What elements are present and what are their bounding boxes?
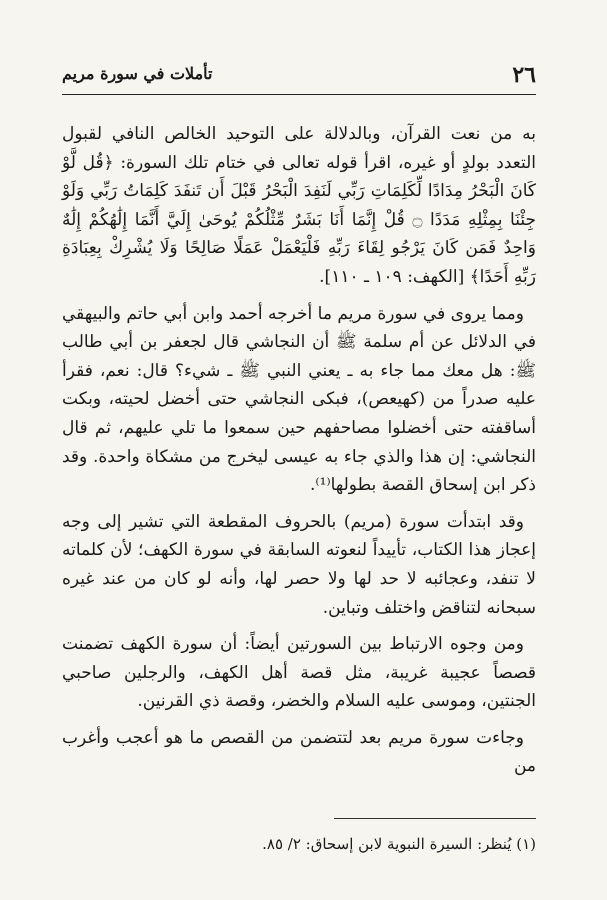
header-rule xyxy=(62,94,536,95)
paragraph-4: ومن وجوه الارتباط بين السورتين أيضاً: أن سورة الكهف تضمنت قصصاً عجيبة غريبة، مثل قصة أهل الكهف، والرجلين صاحبي الجنتين، وموسى عليه السلام والخضر، وقصة ذي القرنين. xyxy=(62,634,536,712)
paragraph-1: به من نعت القرآن، وبالدلالة على التوحيد الخالص النافي لقبول التعدد بولدٍ أو غيره، اقرأ قوله تعالى في ختام تلك السورة: ﴿قُل لَّوْ كَانَ الْبَحْرُ مِدَادًا لِّكَلِمَاتِ رَبِّي لَنَفِدَ الْبَحْرُ قَبْلَ أَن تَنفَدَ كَلِمَاتُ رَبِّي وَلَوْ جِئْنَا بِمِثْلِهِ مَدَدًا ۝ قُلْ إِنَّمَا أَنَا بَشَرٌ مِّثْلُكُمْ يُوحَىٰ إِلَيَّ أَنَّمَا إِلَٰهُكُمْ إِلَٰهٌ وَاحِدٌ فَمَن كَانَ يَرْجُو لِقَاءَ رَبِّهِ فَلْيَعْمَلْ عَمَلًا صَالِحًا وَلَا يُشْرِكْ بِعِبَادَةِ رَبِّهِ أَحَدًا﴾ [الكهف: ١٠٩ ـ ١١٠]. xyxy=(62,124,536,287)
footnote-rule xyxy=(334,818,536,819)
page-number: ٢٦ xyxy=(512,62,536,88)
paragraph-3: وقد ابتدأت سورة (مريم) بالحروف المقطعة التي تشير إلى وجه إعجاز هذا الكتاب، تأييداً لنعوته السابقة في سورة الكهف؛ لأن كلماته لا تنفد، وعجائبه لا حد لها ولا حصر لها، وأنه لو كان من عند غيره سبحانه لتناقض واختلف وتباين. xyxy=(62,511,536,618)
running-title: تأملات في سورة مريم xyxy=(62,64,213,83)
body-text xyxy=(62,120,536,789)
paragraph-5: وجاءت سورة مريم بعد لتتضمن من القصص ما هو أعجب وأغرب من xyxy=(62,727,536,777)
footnote: (١) يُنظر: السيرة النبوية لابن إسحاق: ٢/ ٨٥. xyxy=(262,835,536,853)
paragraph-2: ومما يروى في سورة مريم ما أخرجه أحمد وابن أبي حاتم والبيهقي في الدلائل عن أم سلمة ﷺ أن النجاشي قال لجعفر بن أبي طالب ﷺ: هل معك مما جاء به ـ يعني النبي ﷺ ـ شيء؟ قال: نعم، فقرأ عليه صدراً من (كهيعص)، فبكى النجاشي حتى أخضل لحيته، وبكت أساقفته حتى أخضلوا مصاحفهم حين سمعوا ما تلي عليهم، ثم قال النجاشي: إن هذا والذي جاء به عيسى ليخرج من مشكاة واحدة. وقد ذكر ابن إسحاق القصة بطولها⁽¹⁾. xyxy=(62,303,536,496)
page-header xyxy=(62,62,536,92)
